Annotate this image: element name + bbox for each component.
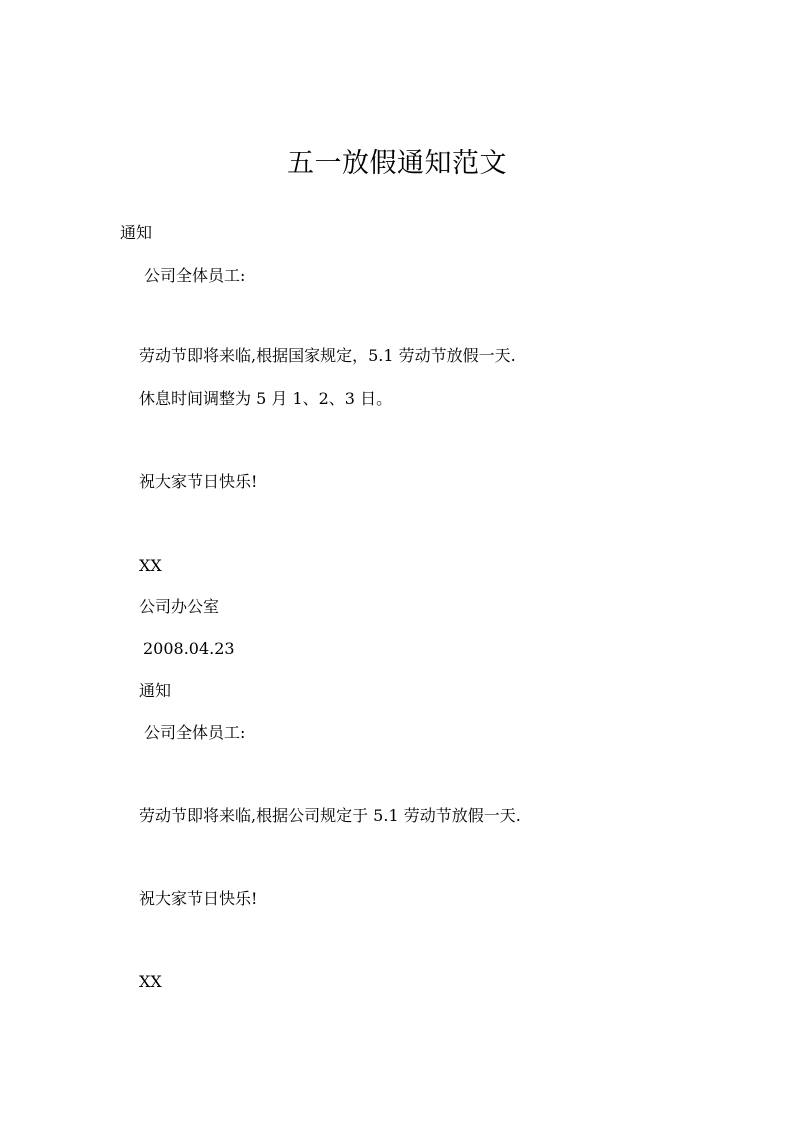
- notice1-body-line1: 劳动节即将来临,根据国家规定，5.1 劳动节放假一天.: [139, 346, 516, 365]
- notice2-signature-company: XX: [139, 972, 162, 991]
- notice2-body-line1: 劳动节即将来临,根据公司规定于 5.1 劳动节放假一天.: [139, 806, 521, 825]
- notice1-heading: 通知: [120, 223, 153, 242]
- notice1-greeting: 祝大家节日快乐!: [139, 472, 258, 491]
- notice1-salutation: 公司全体员工:: [144, 266, 246, 285]
- notice1-date: 2008.04.23: [143, 639, 235, 658]
- notice1-signature-company: XX: [139, 556, 162, 575]
- notice2-salutation: 公司全体员工:: [144, 723, 246, 742]
- notice1-signature-office: 公司办公室: [139, 597, 220, 616]
- notice1-body-line2: 休息时间调整为 5 月 1、2、3 日。: [139, 389, 393, 408]
- notice2-greeting: 祝大家节日快乐!: [139, 889, 258, 908]
- notice2-heading: 通知: [139, 681, 172, 700]
- document-title: 五一放假通知范文: [287, 148, 507, 179]
